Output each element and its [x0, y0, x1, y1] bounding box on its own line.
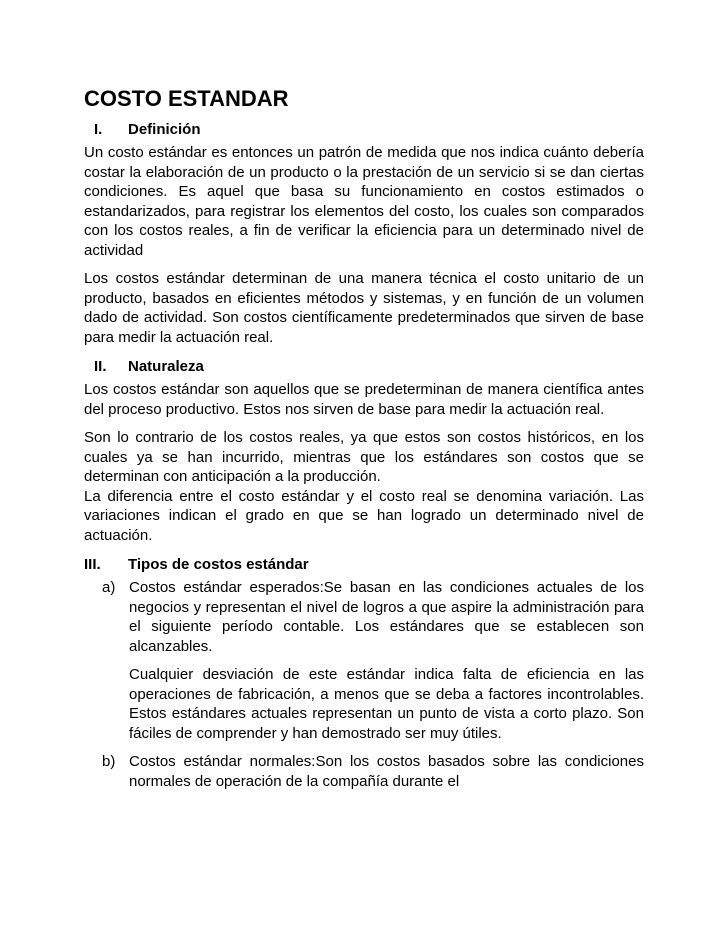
section-number: II. [94, 358, 107, 375]
section-heading-definicion [84, 119, 644, 141]
list-item [102, 578, 644, 752]
paragraph: Cualquier desviación de este estándar indica falta de eficiencia en las operaciones de fabricación, a menos que se deba a factores incontrolables. Estos estándares actuales representan un punto de vista a corto plazo. Son fáciles de comprender y han demostrado ser muy útiles. [129, 666, 644, 742]
section-number: I. [94, 121, 103, 138]
section-title: Definición [128, 121, 201, 138]
section-title: Naturaleza [128, 358, 204, 375]
section-number: III. [84, 556, 101, 573]
list-marker: b) [102, 753, 116, 770]
section-heading-tipos [84, 554, 644, 576]
list-item [102, 752, 644, 800]
section-heading-naturaleza [84, 356, 644, 378]
page-title: COSTO ESTANDAR [84, 86, 289, 111]
paragraph: Los costos estándar son aquellos que se predeterminan de manera científica antes del proceso productivo. Estos nos sirven de base para medir la actuación real. [84, 381, 644, 418]
paragraph: Costos estándar normales:Son los costos basados sobre las condiciones normales de operación de la compañía durante el [129, 753, 644, 790]
paragraph: Un costo estándar es entonces un patrón de medida que nos indica cuánto debería costar la elaboración de un producto o la prestación de un servicio si se dan ciertas condiciones. Es aquel que basa su funcionamiento en costos estimados o estandarizados, para registrar los elementos del costo, los cuales son comparados con los costos reales, a fin de verificar la eficiencia para un determinado nivel de actividad [84, 144, 644, 259]
paragraph: Son lo contrario de los costos reales, ya que estos son costos históricos, en los cuales ya se han incurrido, mientras que los estándares son costos que se determinan con anticipación a la producción. [84, 429, 644, 485]
list-marker: a) [102, 579, 116, 596]
paragraph: Costos estándar esperados:Se basan en las condiciones actuales de los negocios y representan el nivel de logros a que aspire la administración para el siguiente período contable. Los estándares que se establecen son alcanzables. [129, 579, 644, 655]
section-title: Tipos de costos estándar [128, 556, 309, 573]
paragraph: Los costos estándar determinan de una manera técnica el costo unitario de un producto, basados en eficientes métodos y sistemas, y en función de un volumen dado de actividad. Son costos científicamente predeterminados que sirven de base para medir la actuación real. [84, 270, 644, 346]
paragraph: La diferencia entre el costo estándar y el costo real se denomina variación. Las variaciones indican el grado en que se han logrado un determinado nivel de actuación. [84, 487, 644, 544]
